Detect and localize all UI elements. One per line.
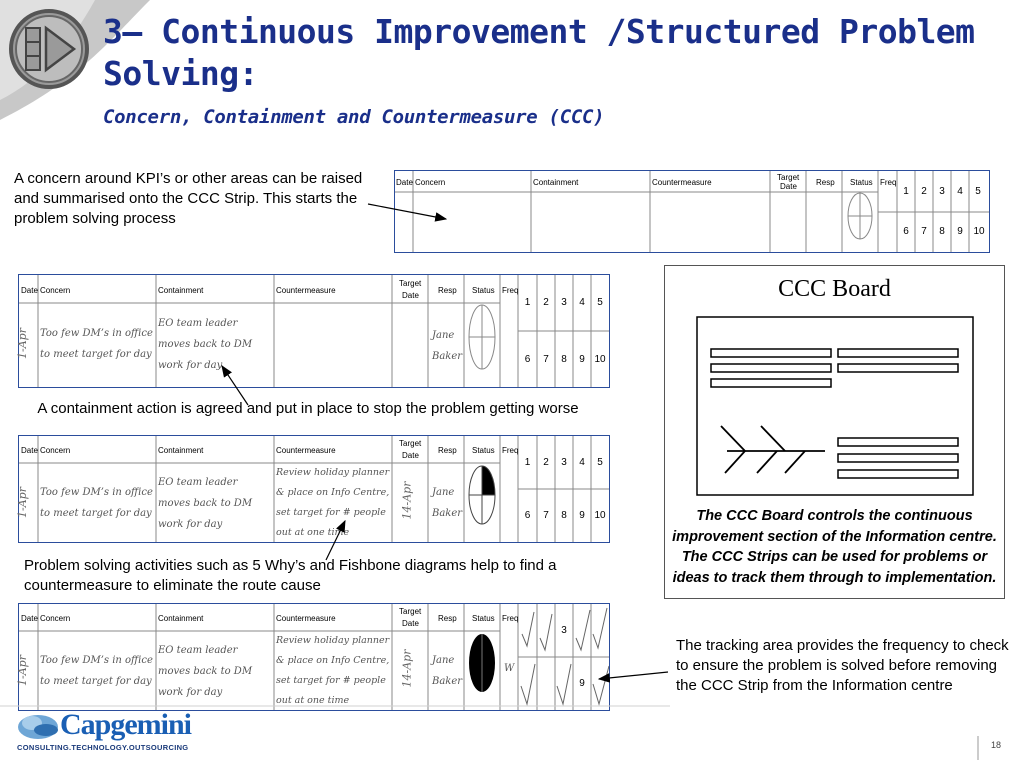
col-concern: Concern [40, 286, 71, 295]
col-countermeasure: Countermeasure [276, 446, 336, 455]
entry-containment: EO team leader moves back to DM work for day [158, 477, 253, 530]
entry-frequency: W [504, 663, 515, 674]
col-resp: Resp [816, 178, 835, 187]
track-4: 4 [579, 457, 585, 468]
track-7: 7 [921, 226, 927, 237]
entry-resp: Jane Baker [432, 487, 463, 519]
col-freq: Freq [502, 286, 519, 295]
track-3: 3 [561, 625, 567, 636]
col-target: Target [777, 173, 800, 182]
page-number: 18 [991, 740, 1002, 750]
col-concern: Concern [415, 178, 446, 187]
entry-date: 1-Apr [15, 487, 29, 518]
track-2: 2 [543, 297, 549, 308]
tracking-annotation: The tracking area provides the frequency to check to ensure the problem is solved before removing the CCC Strip from the Information centre [676, 637, 1009, 694]
col-date: Date [396, 178, 413, 187]
col-target-date: Date [402, 619, 419, 628]
col-target: Target [399, 439, 422, 448]
page-title-line2: Solving: [103, 54, 258, 93]
track-9: 9 [579, 354, 585, 365]
entry-containment: EO team leader moves back to DM work for day [158, 645, 253, 698]
col-resp: Resp [438, 614, 457, 623]
track-1: 1 [524, 297, 531, 308]
col-containment: Containment [158, 446, 204, 455]
track-9: 9 [579, 678, 585, 689]
track-10: 10 [973, 226, 985, 237]
col-status: Status [472, 446, 495, 455]
track-2: 2 [921, 186, 927, 197]
capgemini-logo: Capgemini [60, 708, 192, 741]
col-freq: Freq [880, 178, 897, 187]
col-containment: Containment [533, 178, 579, 187]
entry-target-date: 14-Apr [400, 481, 414, 520]
page-subtitle: Concern, Containment and Countermeasure (CCC) [103, 106, 605, 128]
col-target: Target [399, 607, 422, 616]
problem-solving-annotation: Problem solving activities such as 5 Why’s and Fishbone diagrams help to find a countermeasure to eliminate the route cause [24, 557, 557, 594]
track-4: 4 [579, 297, 585, 308]
track-5: 5 [597, 297, 603, 308]
entry-date: 1-Apr [15, 655, 29, 686]
capgemini-spade-icon [16, 710, 64, 744]
track-9: 9 [579, 510, 585, 521]
col-target-date: Date [402, 291, 419, 300]
track-2: 2 [543, 457, 549, 468]
track-6: 6 [903, 226, 909, 237]
ccc-board-title: CCC Board [778, 276, 891, 302]
concern-annotation: A concern around KPI’s or other areas can be raised and summarised onto the CCC Strip. This starts the problem solving process [14, 170, 363, 227]
entry-concern: Too few DM’s in office to meet target for day [40, 328, 153, 360]
track-3: 3 [561, 457, 567, 468]
col-countermeasure: Countermeasure [652, 178, 712, 187]
track-7: 7 [543, 510, 549, 521]
col-status: Status [850, 178, 873, 187]
track-7: 7 [543, 354, 549, 365]
col-countermeasure: Countermeasure [276, 614, 336, 623]
col-concern: Concern [40, 614, 71, 623]
track-10: 10 [594, 510, 606, 521]
col-target: Target [399, 279, 422, 288]
col-target-date: Date [402, 451, 419, 460]
entry-target-date: 14-Apr [400, 649, 414, 688]
col-resp: Resp [438, 446, 457, 455]
col-containment: Containment [158, 614, 204, 623]
col-target-date: Date [780, 182, 797, 191]
col-containment: Containment [158, 286, 204, 295]
col-resp: Resp [438, 286, 457, 295]
track-4: 4 [957, 186, 963, 197]
col-date: Date [21, 286, 38, 295]
ccc-board-description: The CCC Board controls the continuous improvement section of the Information centre. The CCC Strips can be used for problems or ideas to track them through to implementation. [672, 508, 997, 586]
col-status: Status [472, 286, 495, 295]
entry-countermeasure: Review holiday planner & place on Info Centre, set target for # people out at one time [276, 635, 390, 706]
track-10: 10 [594, 354, 606, 365]
track-8: 8 [561, 354, 567, 365]
track-5: 5 [597, 457, 603, 468]
track-8: 8 [939, 226, 945, 237]
col-countermeasure: Countermeasure [276, 286, 336, 295]
track-9: 9 [957, 226, 963, 237]
track-6: 6 [524, 510, 531, 521]
page-title: 3– Continuous Improvement /Structured Problem [103, 12, 975, 51]
track-1: 1 [524, 457, 531, 468]
track-8: 8 [561, 510, 567, 521]
col-date: Date [21, 446, 38, 455]
col-date: Date [21, 614, 38, 623]
col-freq: Freq [502, 614, 519, 623]
track-1: 1 [903, 186, 909, 197]
col-freq: Freq [502, 446, 519, 455]
entry-concern: Too few DM’s in office to meet target for day [40, 655, 153, 687]
containment-annotation: A containment action is agreed and put in place to stop the problem getting worse [37, 400, 579, 417]
entry-concern: Too few DM’s in office to meet target for day [40, 487, 153, 519]
col-status: Status [472, 614, 495, 623]
entry-resp: Jane Baker [432, 655, 463, 687]
entry-resp: Jane Baker [432, 330, 463, 362]
track-5: 5 [975, 186, 981, 197]
entry-date: 1-Apr [15, 328, 29, 359]
track-3: 3 [561, 297, 567, 308]
entry-countermeasure: Review holiday planner & place on Info Centre, set target for # people out at one time [276, 467, 390, 538]
col-concern: Concern [40, 446, 71, 455]
track-3: 3 [939, 186, 945, 197]
logo-tagline: CONSULTING.TECHNOLOGY.OUTSOURCING [17, 743, 189, 752]
entry-containment: EO team leader moves back to DM work for day [158, 318, 253, 371]
track-6: 6 [524, 354, 531, 365]
